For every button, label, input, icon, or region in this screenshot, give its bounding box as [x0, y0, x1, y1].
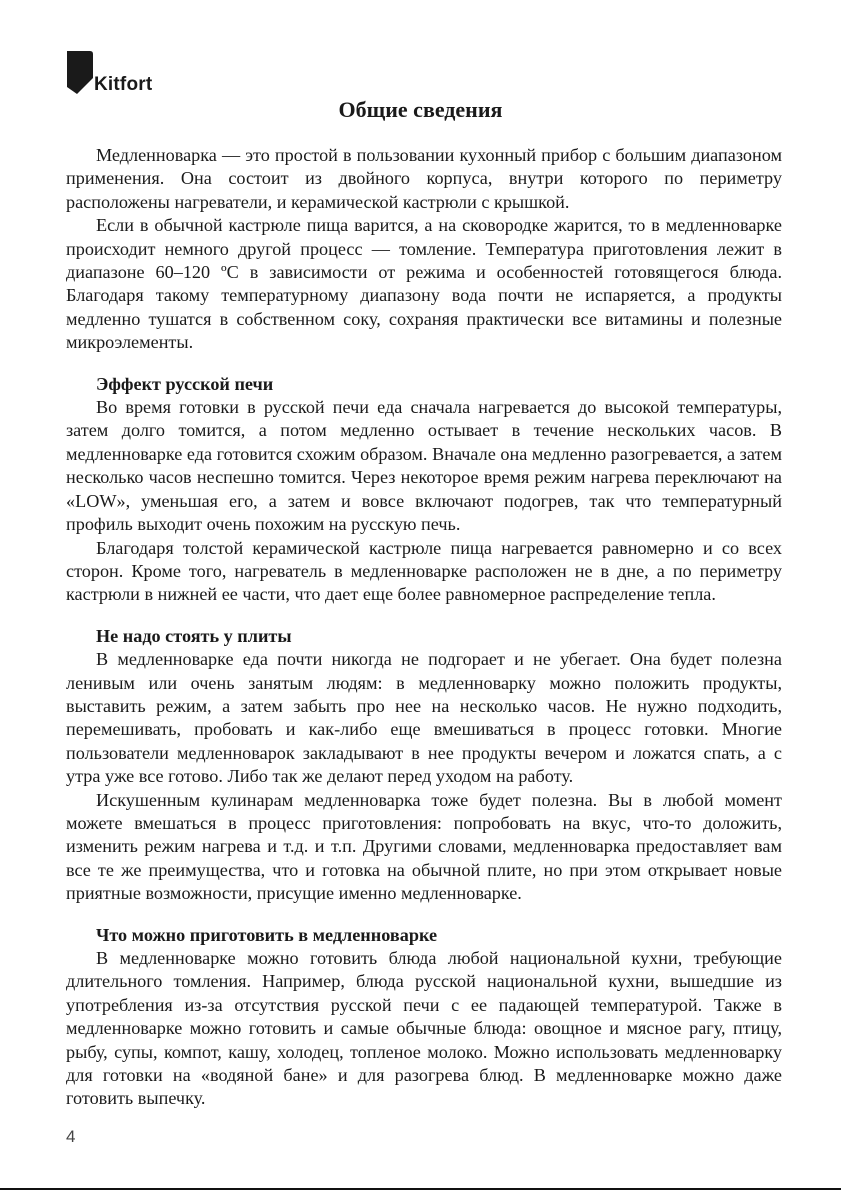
- section-paragraph: Искушенным кулинарам медленноварка тоже будет полезна. Вы в любой момент можете вмешаться в процесс приготовления: попробовать на вкус, что-то доложить, изменить режим нагрева и т.д. и т.п. Другими словами, медленноварка предоставляет вам все те же преимущества, что и готовка на обычной плите, но при этом открывает новые приятные возможности, присущие именно медленноварке.: [66, 789, 782, 904]
- section-russian-oven: [66, 373, 782, 607]
- section-heading: Не надо стоять у плиты: [96, 625, 292, 646]
- section-paragraph: В медленноварке еда почти никогда не подгорает и не убегает. Она будет полезна ленивым или очень занятым людям: в медленноварку можно положить продукты, выставить режим, а затем забыть про нее на несколько часов. Не нужно подходить, перемешивать, пробовать и как-либо еще вмешиваться в процесс готовки. Многие пользователи медленноварок закладывают в нее продукты вечером и ложатся спать, а с утра уже все готово. Либо так же делают перед уходом на работу.: [66, 649, 782, 787]
- section-heading: Эффект русской печи: [96, 373, 274, 394]
- section-heading: Что можно приготовить в медленноварке: [96, 924, 438, 945]
- section-no-stove: [66, 625, 782, 906]
- kitfort-logo-icon: [66, 50, 94, 96]
- page-number: 4: [66, 1127, 76, 1146]
- intro-paragraph: Если в обычной кастрюле пища варится, а на сковородке жарится, то в медленноварке происходит немного другой процесс — томление. Температура приготовления лежит в диапазоне 60–120 ºС в зависимости от режима и особенностей готовящегося блюда. Благодаря такому температурному диапазону вода почти не испаряется, а продукты медленно тушатся в собственном соку, сохраняя практически все витамины и полезные микроэлементы.: [66, 215, 782, 353]
- page-title: Общие сведения: [338, 97, 503, 122]
- document-body: [66, 144, 782, 1111]
- section-paragraph: Во время готовки в русской печи еда сначала нагревается до высокой температуры, затем долго томится, а потом медленно остывает в течение нескольких часов. В медленноварке еда готовится схожим образом. Вначале она медленно разогревается, а затем несколько часов неспешно томится. Через некоторое время режим нагрева переключают на «LOW», уменьшая его, а затем и вовсе включают подогрев, так что температурный профиль выходит очень похожим на русскую печь.: [66, 397, 782, 535]
- section-what-to-cook: [66, 924, 782, 1111]
- brand-name: Kitfort: [94, 74, 153, 95]
- brand-logo: [66, 50, 166, 96]
- section-paragraph: В медленноварке можно готовить блюда любой национальной кухни, требующие длительного томления. Например, блюда русской национальной кухни, вышедшие из употребления из-за отсутствия русской печи с ее падающей температурой. Также в медленноварке можно готовить и самые обычные блюда: овощное и мясное рагу, птицу, рыбу, супы, компот, кашу, холодец, топленое молоко. Можно использовать медленноварку для готовки на «водяной бане» и для разогрева блюд. В медленноварке можно даже готовить выпечку.: [66, 948, 782, 1109]
- page-edge-divider: [0, 1188, 841, 1190]
- section-paragraph: Благодаря толстой керамической кастрюле пища нагревается равномерно и со всех сторон. Кроме того, нагреватель в медленноварке расположен не в дне, а по периметру кастрюли в нижней ее части, что дает еще более равномерное распределение тепла.: [66, 537, 782, 605]
- intro-paragraph: Медленноварка — это простой в пользовании кухонный прибор с большим диапазоном применения. Она состоит из двойного корпуса, внутри которого по периметру расположены нагреватели, и керамической кастрюли с крышкой.: [66, 145, 782, 212]
